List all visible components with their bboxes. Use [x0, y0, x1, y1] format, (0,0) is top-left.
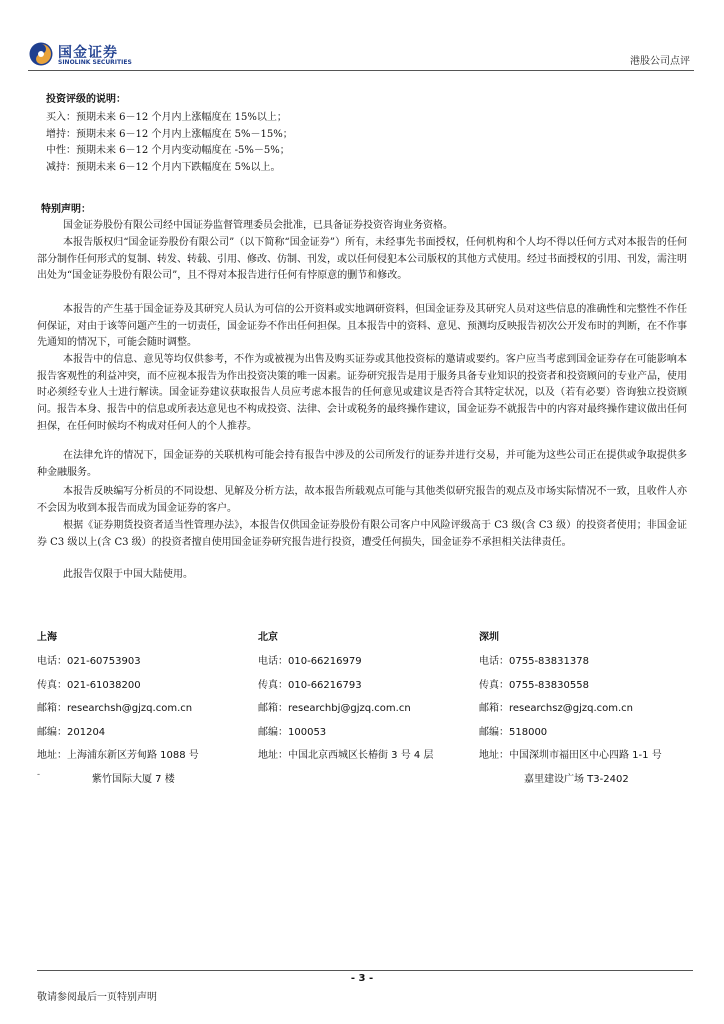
disclaimer-paragraph-3: 本报告的产生基于国金证券及其研究人员认为可信的公开资料或实地调研资料，但国金证券及其研究人员对这些信息的准确性和完整性不作任何保证，对由于该等问题产生的一切责任，国金证券不作出任何担保。且本报告中的资料、意见、预测均反映报告初次公开发布时的判断，在不作事先通知的情况下，可能会随时调整。 [37, 304, 687, 349]
disclaimer-paragraph-8: 此报告仅限于中国大陆使用。 [63, 569, 193, 580]
office-address-line2: 紫竹国际大厦 7 楼 [92, 773, 175, 785]
office-city: 深圳 [479, 632, 499, 643]
office-shanghai [37, 628, 257, 793]
office-email: 邮箱：researchsz@gjzq.com.cn [479, 703, 633, 714]
office-beijing [258, 628, 478, 770]
page-number: - 3 - [350, 973, 374, 984]
office-address: 地址：中国北京西城区长椿街 3 号 4 层 [258, 750, 434, 761]
office-email: 邮箱：researchbj@gjzq.com.cn [258, 703, 411, 714]
dash-mark: - [37, 770, 41, 780]
office-fax: 传真：021-61038200 [37, 679, 141, 691]
office-phone: 电话：0755-83831378 [479, 656, 589, 667]
office-fax: 传真：010-66216793 [258, 679, 362, 691]
report-type: 港股公司点评 [630, 56, 690, 67]
office-zip: 邮编：518000 [479, 726, 548, 738]
footer-divider [37, 970, 693, 971]
header-divider [28, 70, 694, 71]
logo-mark-icon [28, 41, 54, 67]
rating-buy: 买入：预期未来 6－12 个月内上涨幅度在 15%以上； [46, 112, 287, 123]
page-header [28, 40, 694, 70]
disclaimer-paragraph-4: 本报告中的信息、意见等均仅供参考，不作为或被视为出售及购买证券或其他投资标的邀请或要约。客户应当考虑到国金证券存在可能影响本报告客观性的利益冲突，而不应视本报告为作出投资决策的唯一因素。证券研究报告是用于服务具备专业知识的投资者和投资顾问的专业产品，使用时必须经专业人士进行解读。国金证券建议获取报告人员应考虑本报告的任何意见或建议是否符合其特定状况，以及（若有必要）咨询独立投资顾问。报告本身、报告中的信息或所表达意见也不构成投资、法律、会计或税务的最终操作建议，国金证券不就报告中的内容对最终操作建议做出任何担保，在任何时候均不构成对任何人的个人推荐。 [37, 354, 687, 432]
office-address: 地址：上海浦东新区芳甸路 1088 号 [37, 750, 199, 761]
rating-list [46, 110, 293, 176]
rating-neutral: 中性：预期未来 6－12 个月内变动幅度在 -5%－5%； [46, 145, 290, 156]
disclaimer-title: 特别声明： [41, 204, 91, 215]
disclaimer-paragraph-5: 在法律允许的情况下，国金证券的关联机构可能会持有报告中涉及的公司所发行的证券并进行交易，并可能为这些公司正在提供或争取提供多种金融服务。 [37, 450, 687, 478]
office-zip: 邮编：100053 [258, 726, 327, 738]
footer-note: 敬请参阅最后一页特别声明 [37, 992, 157, 1003]
office-zip: 邮编：201204 [37, 726, 106, 738]
office-fax: 传真：0755-83830558 [479, 679, 589, 691]
office-city: 北京 [258, 632, 278, 643]
company-logo [28, 40, 138, 68]
disclaimer-paragraph-7: 根据《证券期货投资者适当性管理办法》，本报告仅供国金证券股份有限公司客户中风险评级高于 C3 级(含 C3 级）的投资者使用；非国金证券 C3 级以上(含 C3 级）的投资者擅自使用国金证券研究报告进行投资，遭受任何损失，国金证券不承担相关法律责任。 [37, 520, 687, 548]
office-address: 地址：中国深圳市福田区中心四路 1-1 号 [479, 750, 662, 761]
disclaimer-paragraph-2: 本报告版权归“国金证券股份有限公司”（以下简称“国金证券”）所有，未经事先书面授权，任何机构和个人均不得以任何方式对本报告的任何部分制作任何形式的复制、转发、转载、引用、修改、仿制、刊发，或以任何侵犯本公司版权的其他方式使用。经过书面授权的引用、刊发，需注明出处为“国金证券股份有限公司”，且不得对本报告进行任何有悖原意的删节和修改。 [37, 237, 687, 282]
disclaimer-paragraph-6: 本报告反映编写分析员的不同设想、见解及分析方法，故本报告所载观点可能与其他类似研究报告的观点及市场实际情况不一致，且收件人亦不会因为收到本报告而成为国金证券的客户。 [37, 486, 687, 514]
logo-text-en: SINOLINK SECURITIES [58, 59, 132, 66]
logo-text-cn: 国金证券 [58, 45, 118, 61]
rating-section-title: 投资评级的说明： [46, 94, 126, 105]
office-shenzhen [479, 628, 687, 793]
office-phone: 电话：021-60753903 [37, 656, 141, 667]
office-email: 邮箱：researchsh@gjzq.com.cn [37, 703, 193, 714]
office-phone: 电话：010-66216979 [258, 656, 362, 667]
office-address-line2: 嘉里建设广场 T3-2402 [524, 773, 629, 785]
office-city: 上海 [37, 632, 57, 643]
rating-overweight: 增持：预期未来 6－12 个月内上涨幅度在 5%－15%； [46, 128, 293, 140]
rating-underweight: 减持：预期未来 6－12 个月内下跌幅度在 5%以上。 [46, 161, 281, 173]
disclaimer-paragraph-1: 国金证券股份有限公司经中国证券监督管理委员会批准，已具备证券投资咨询业务资格。 [63, 220, 453, 231]
